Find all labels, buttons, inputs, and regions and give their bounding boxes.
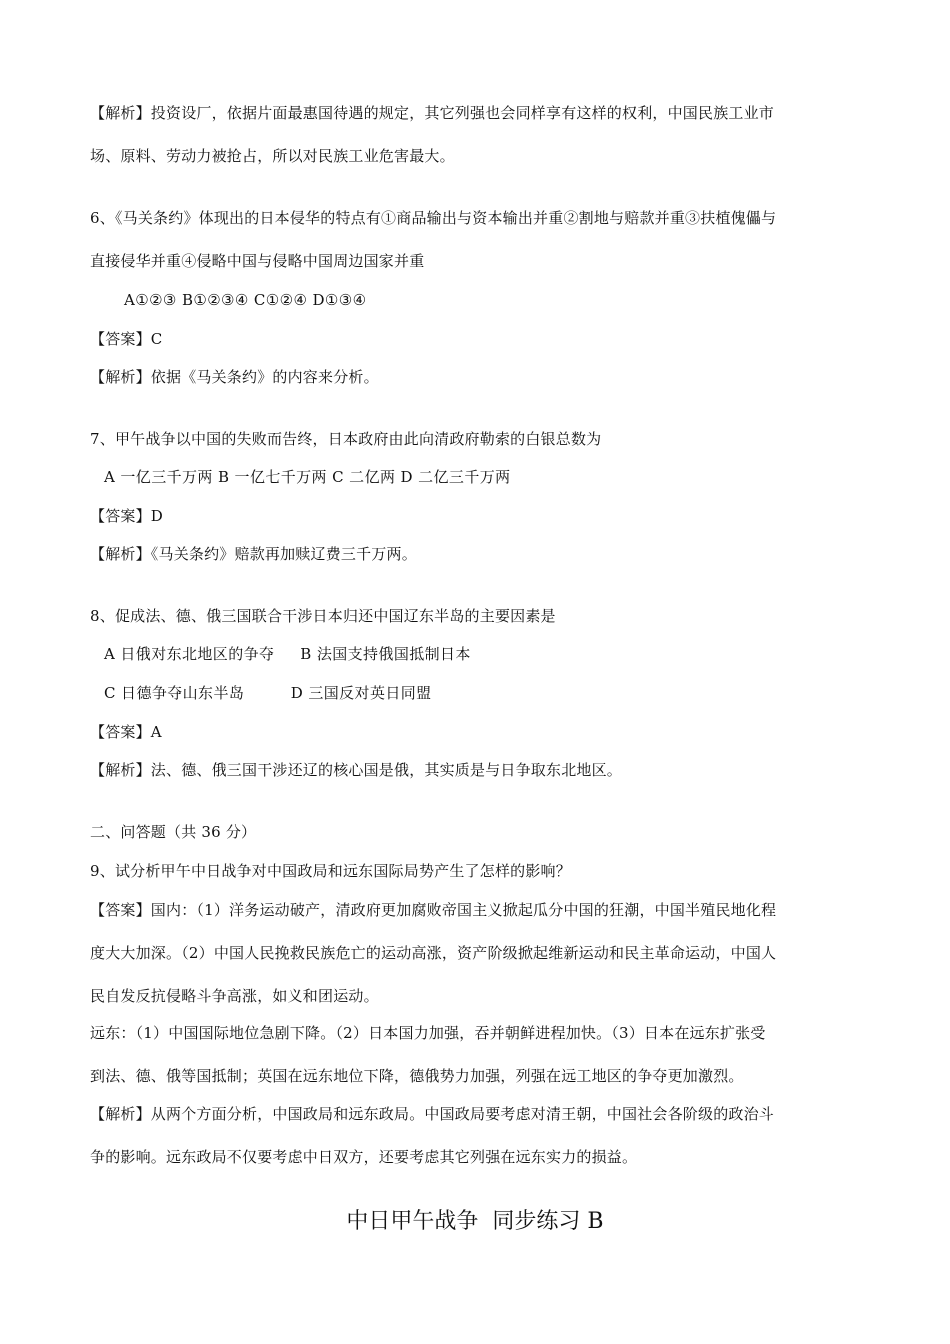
next-section-title: 中日甲午战争 同步练习 B xyxy=(346,1209,604,1234)
q8-analysis: 【解析】法、德、俄三国干涉还辽的核心国是俄，其实质是与日争取东北地区。 xyxy=(90,761,623,779)
q9-answer-line-1: 【答案】国内：（1）洋务运动破产，清政府更加腐败帝国主义掀起瓜分中国的狂潮，中国半殖民地化程 xyxy=(90,901,777,919)
q6-answer: 【答案】C xyxy=(90,330,163,348)
q6-options: A①②③ B①②③④ C①②④ D①③④ xyxy=(124,291,367,309)
q7-analysis: 【解析】《马关条约》赔款再加赎辽费三千万两。 xyxy=(90,545,417,563)
q9-answer-line-3: 民自发反抗侵略斗争高涨，如义和团运动。 xyxy=(90,987,379,1005)
q6-stem-line-2: 直接侵华并重④侵略中国与侵略中国周边国家并重 xyxy=(90,252,425,270)
q7-answer: 【答案】D xyxy=(90,507,164,525)
q9-answer-line-4: 远东：（1）中国国际地位急剧下降。（2）日本国力加强，吞并朝鲜进程加快。（3）日本在远东扩张受 xyxy=(90,1024,766,1042)
q8-options-line-2: C 日德争夺山东半岛 D 三国反对英日同盟 xyxy=(104,684,432,702)
q9-analysis-line-2: 争的影响。远东政局不仅要考虑中日双方，还要考虑其它列强在远东实力的损益。 xyxy=(90,1148,638,1166)
q9-stem: 9、试分析甲午中日战争对中国政局和远东国际局势产生了怎样的影响？ xyxy=(90,862,571,880)
q8-options-line-1: A 日俄对东北地区的争夺 B 法国支持俄国抵制日本 xyxy=(104,645,471,663)
q9-answer-line-5: 到法、德、俄等国抵制；英国在远东地位下降，德俄势力加强，列强在远工地区的争夺更加激烈。 xyxy=(90,1067,744,1085)
q6-stem-line-1: 6、《马关条约》体现出的日本侵华的特点有①商品输出与资本输出并重②割地与赔款并重③扶植傀儡与 xyxy=(90,209,777,227)
q9-analysis-line-1: 【解析】从两个方面分析，中国政局和远东政局。中国政局要考虑对清王朝，中国社会各阶级的政治斗 xyxy=(90,1105,775,1123)
section-2-heading: 二、问答题（共 36 分） xyxy=(90,823,257,841)
q8-stem: 8、促成法、德、俄三国联合干涉日本归还中国辽东半岛的主要因素是 xyxy=(90,607,556,625)
q5-analysis-line-2: 场、原料、劳动力被抢占，所以对民族工业危害最大。 xyxy=(90,147,455,165)
q6-analysis: 【解析】依据《马关条约》的内容来分析。 xyxy=(90,368,379,386)
q9-answer-line-2: 度大大加深。（2）中国人民挽救民族危亡的运动高涨，资产阶级掀起维新运动和民主革命运动，中国人 xyxy=(90,944,777,962)
q7-options: A 一亿三千万两 B 一亿七千万两 C 二亿两 D 二亿三千万两 xyxy=(104,468,511,486)
q5-analysis-line-1: 【解析】投资设厂，依据片面最惠国待遇的规定，其它列强也会同样享有这样的权利，中国民族工业市 xyxy=(90,104,775,122)
q8-answer: 【答案】A xyxy=(90,723,162,741)
q7-stem: 7、甲午战争以中国的失败而告终，日本政府由此向清政府勒索的白银总数为 xyxy=(90,430,602,448)
